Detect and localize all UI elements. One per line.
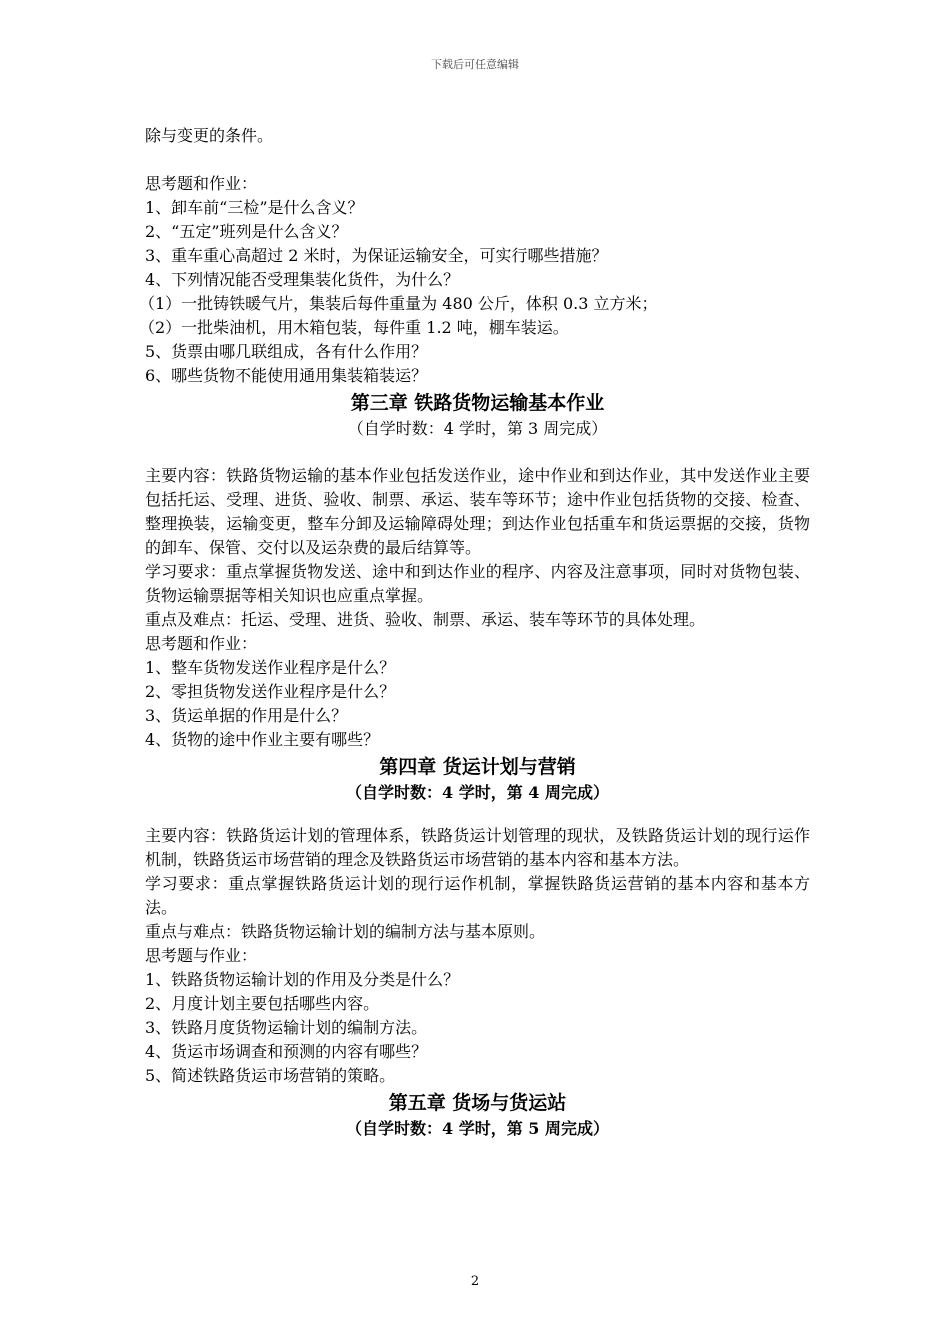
blank-line	[145, 440, 810, 464]
chapter5-title: 第五章 货场与货运站	[388, 1092, 567, 1114]
chapter3-exercise-item: 4、货物的途中作业主要有哪些？	[145, 730, 380, 749]
page-header: 下载后可任意编辑	[431, 58, 519, 71]
intro-tail: 除与变更的条件。	[145, 126, 274, 145]
chapter3-exercise-item: 1、整车货物发送作业程序是什么？	[145, 658, 396, 677]
intro-exercises-title: 思考题和作业：	[145, 174, 258, 193]
chapter4-exercise-item: 4、货运市场调查和预测的内容有哪些？	[145, 1042, 428, 1061]
chapter3-title: 第三章 铁路货物运输基本作业	[350, 392, 605, 414]
blank-line	[145, 148, 810, 172]
chapter4-exercise-item: 5、简述铁路货运市场营销的策略。	[145, 1066, 396, 1085]
chapter3-subtitle: （自学时数：4 学时，第 3 周完成）	[347, 419, 608, 438]
intro-exercise-item: 3、重车重心高超过 2 米时，为保证运输安全，可实行哪些措施？	[145, 246, 608, 265]
chapter3-exercise-item: 2、零担货物发送作业程序是什么？	[145, 682, 396, 701]
chapter3-requirements: 学习要求：重点掌握货物发送、途中和到达作业的程序、内容及注意事项，同时对货物包装、货物运输票据等相关知识也应重点掌握。	[145, 562, 810, 605]
document-body	[139, 124, 810, 1140]
intro-exercise-subitem: （2）一批柴油机，用木箱包装，每件重 1.2 吨，棚车装运。	[139, 318, 569, 337]
chapter4-exercise-item: 2、月度计划主要包括哪些内容。	[145, 994, 380, 1013]
chapter3-exercises-title: 思考题和作业：	[145, 634, 258, 653]
chapter4-exercises-title: 思考题与作业：	[145, 946, 258, 965]
chapter4-title: 第四章 货运计划与营销	[379, 756, 576, 778]
chapter3-key-points: 重点及难点：托运、受理、进货、验收、制票、承运、装车等环节的具体处理。	[145, 610, 706, 629]
intro-exercise-item: 6、哪些货物不能使用通用集装箱装运？	[145, 366, 428, 385]
chapter5-subtitle: （自学时数：4 学时，第 5 周完成）	[346, 1119, 609, 1138]
page-number: 2	[470, 1274, 480, 1289]
chapter4-subtitle: （自学时数：4 学时，第 4 周完成）	[346, 783, 609, 802]
intro-exercise-item: 1、卸车前“三检”是什么含义？	[145, 198, 364, 217]
chapter3-exercise-item: 3、货运单据的作用是什么？	[145, 706, 348, 725]
intro-exercise-item: 5、货票由哪几联组成，各有什么作用？	[145, 342, 428, 361]
chapter3-main-content: 主要内容：铁路货物运输的基本作业包括发送作业，途中作业和到达作业，其中发送作业主要包括托运、受理、进货、验收、制票、承运、装车等环节；途中作业包括货物的交接、检查、整理换装，运输变更，整车分卸及运输障碍处理；到达作业包括重车和货运票据的交接，货物的卸车、保管、交付以及运杂费的最后结算等。	[145, 466, 810, 557]
chapter4-exercise-item: 1、铁路货物运输计划的作用及分类是什么？	[145, 970, 460, 989]
blank-line	[145, 804, 810, 824]
chapter4-requirements: 学习要求：重点掌握铁路货运计划的现行运作机制，掌握铁路货运营销的基本内容和基本方法。	[145, 874, 810, 917]
intro-exercise-item: 4、下列情况能否受理集装化货件，为什么？	[145, 270, 460, 289]
intro-exercise-subitem: （1）一批铸铁暖气片，集装后每件重量为 480 公斤，体积 0.3 立方米；	[139, 294, 658, 313]
chapter4-exercise-item: 3、铁路月度货物运输计划的编制方法。	[145, 1018, 428, 1037]
chapter4-key-points: 重点与难点：铁路货物运输计划的编制方法与基本原则。	[145, 922, 546, 941]
chapter4-main-content: 主要内容：铁路货运计划的管理体系，铁路货运计划管理的现状，及铁路货运计划的现行运作机制，铁路货运市场营销的理念及铁路货运市场营销的基本内容和基本方法。	[145, 826, 810, 869]
intro-exercise-item: 2、“五定”班列是什么含义？	[145, 222, 348, 241]
